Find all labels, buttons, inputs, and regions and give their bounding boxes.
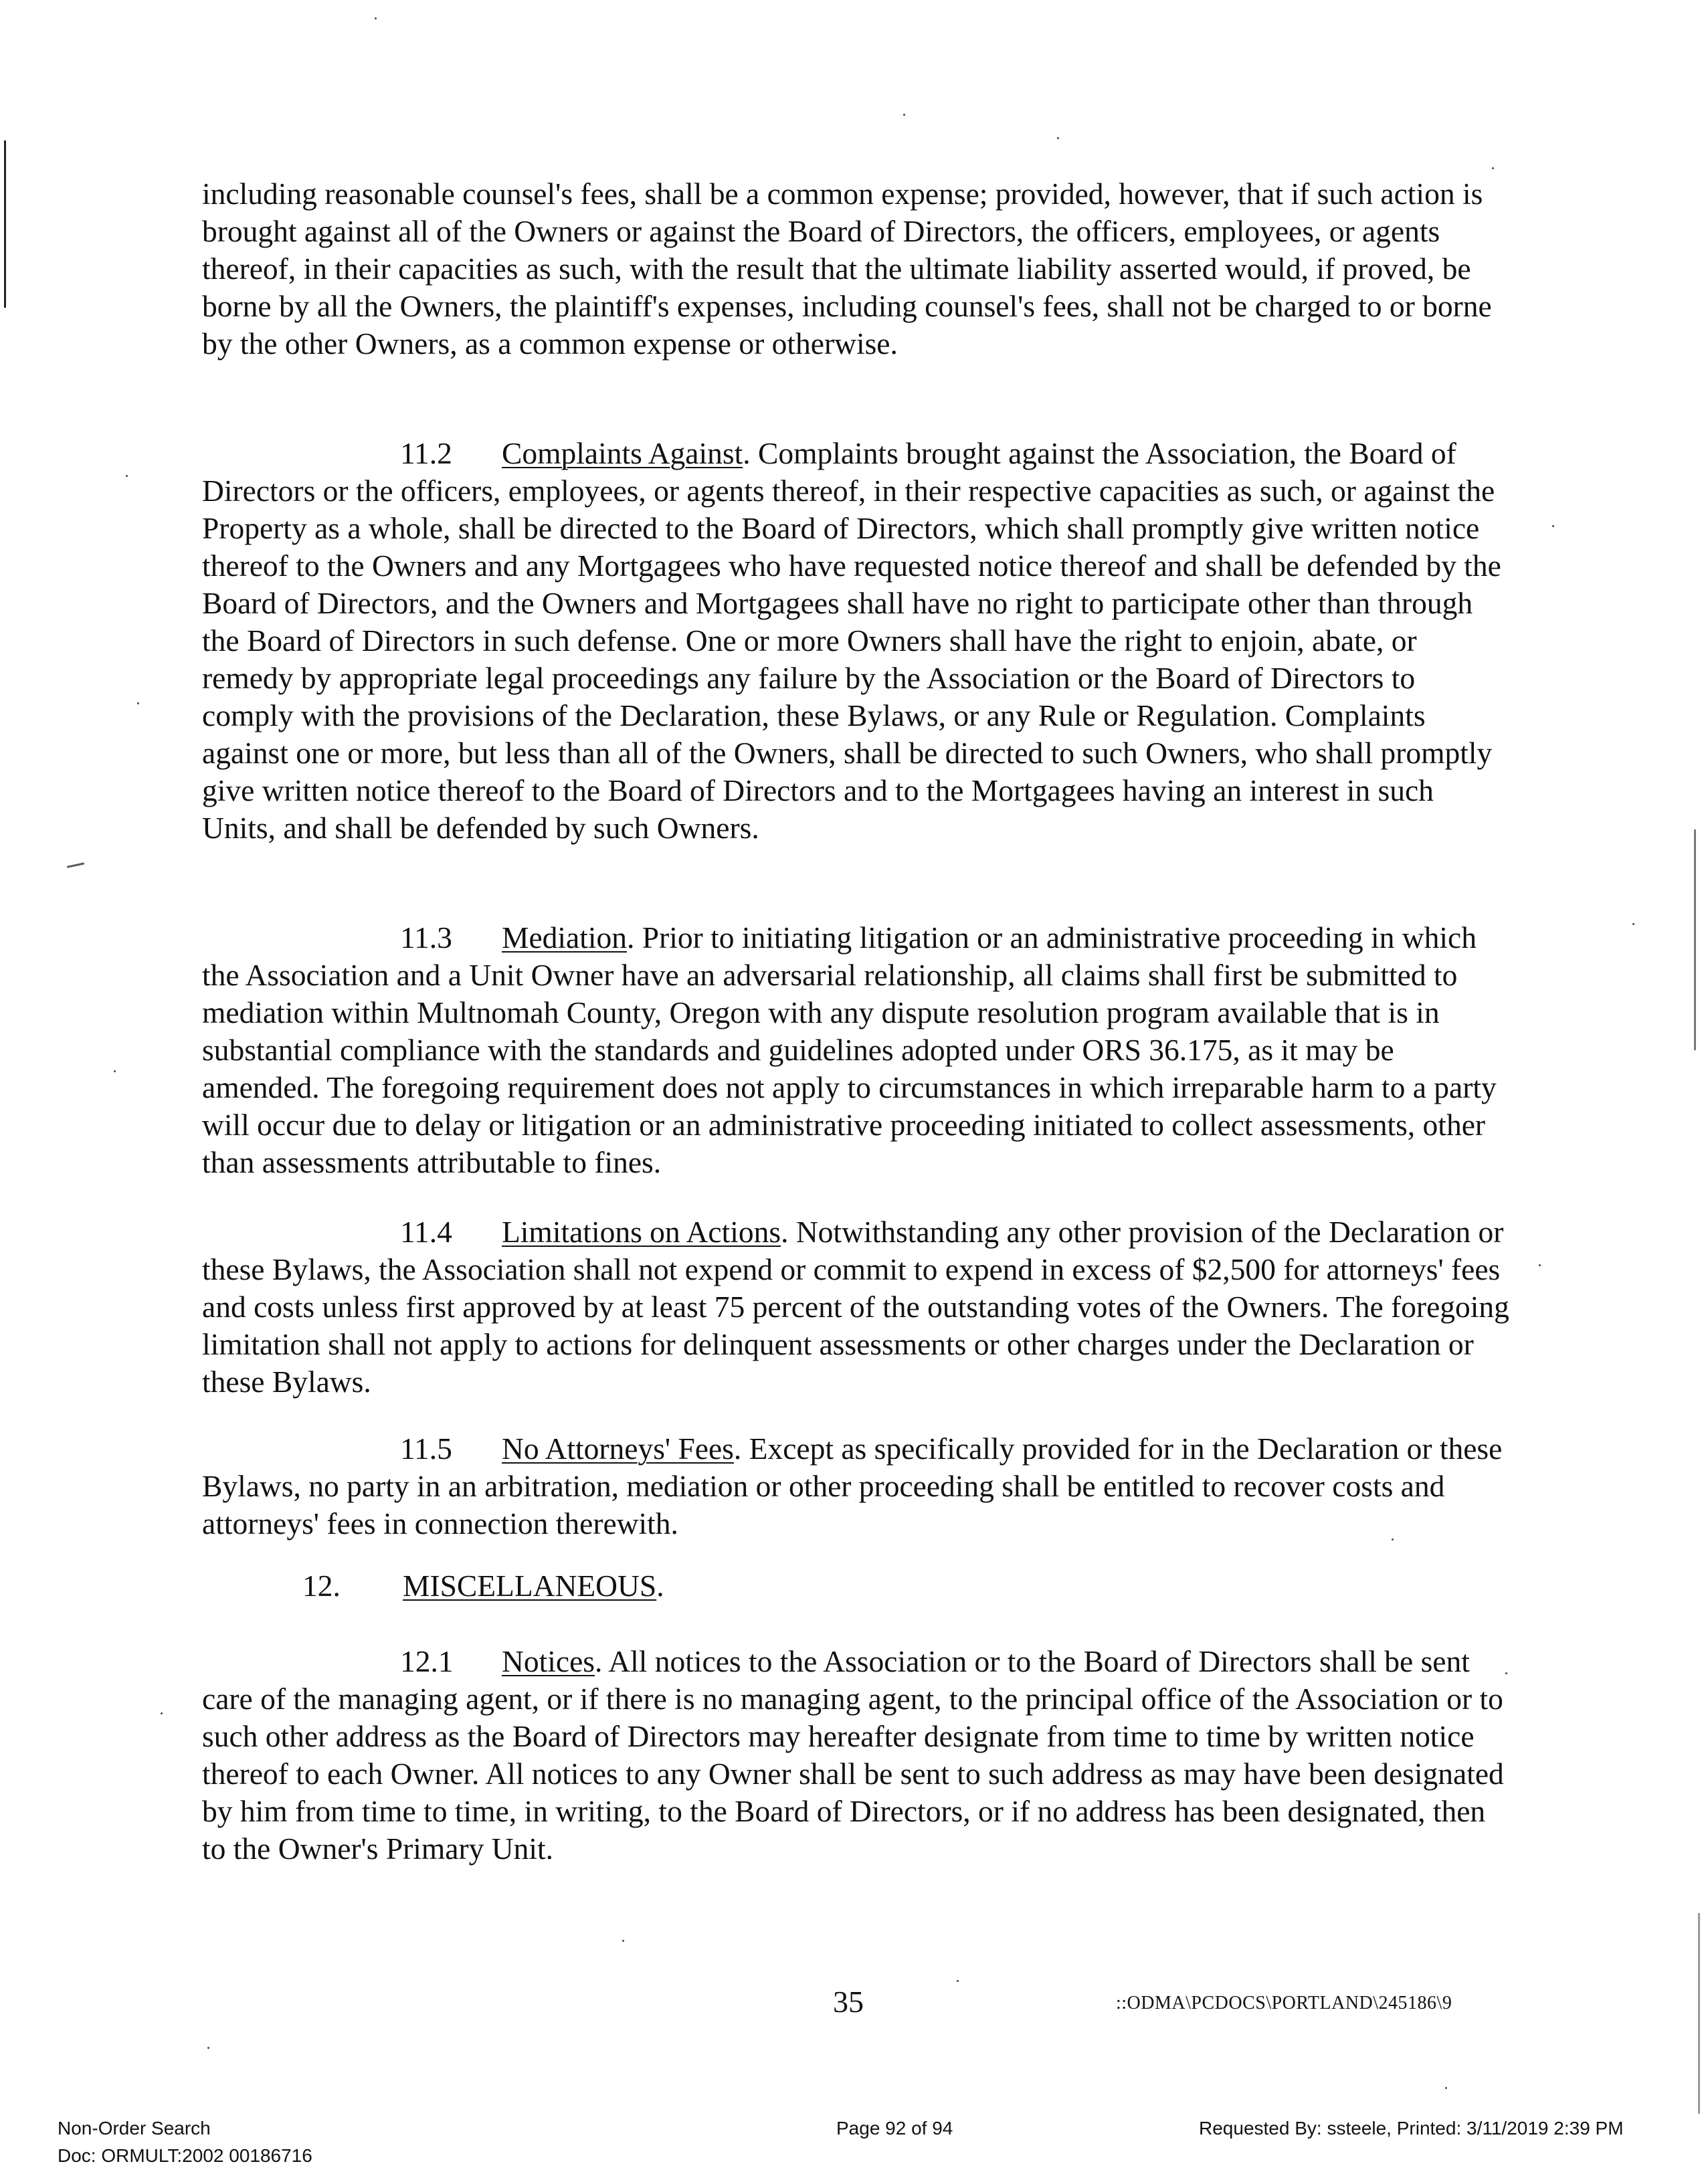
footer-requested-by: Requested By: ssteele, Printed: 3/11/2019 2:39 PM bbox=[1199, 2118, 1624, 2139]
footer-doc-id: Doc: ORMULT:2002 00186716 bbox=[58, 2145, 312, 2166]
footer-search-type: Non-Order Search bbox=[58, 2118, 211, 2139]
section-number: 11.2 bbox=[400, 436, 452, 470]
scan-speck bbox=[1632, 923, 1634, 925]
section-title: Complaints Against bbox=[502, 436, 743, 470]
scan-speck bbox=[114, 1070, 116, 1072]
section-number: 11.4 bbox=[400, 1215, 452, 1249]
document-path: ::ODMA\PCDOCS\PORTLAND\245186\9 bbox=[1116, 1993, 1452, 2013]
section-text: . All notices to the Association or to the Board of Directors shall be sent care of the managing agent, or if there is no managing agent, to the principal office of the Association or to such other address as the Board of Directors may hereafter designate from time to time by written notice thereof to each Owner. All notices to any Owner shall be sent to such address as may have been designated by him from time to time, in writing, to the Board of Directors, or if no address has been designated, then to the Owner's Primary Unit. bbox=[202, 1644, 1504, 1866]
scan-speck bbox=[1552, 525, 1554, 527]
section-11-2 bbox=[202, 435, 1513, 847]
scan-speck bbox=[957, 1980, 959, 1982]
section-12-heading bbox=[302, 1567, 664, 1605]
section-title-trail: . bbox=[656, 1569, 664, 1603]
section-11-3 bbox=[202, 919, 1513, 1181]
scan-edge-mark bbox=[1698, 1913, 1700, 2114]
scan-speck bbox=[1539, 1264, 1541, 1266]
section-title: Notices bbox=[502, 1644, 595, 1678]
section-text: . Complaints brought against the Association, the Board of Directors or the officers, employees, or agents thereof, in their respective capacities as such, or against the Property as a whole, shall be directed to the Board of Directors, which shall promptly give written notice thereof to the Owners and any Mortgagees who have requested notice thereof and shall be defended by the Board of Directors, and the Owners and Mortgagees shall have no right to participate other than through the Board of Directors in such defense. One or more Owners shall have the right to enjoin, abate, or remedy by appropriate legal proceedings any failure by the Association or the Board of Directors to comply with the provisions of the Declaration, these Bylaws, or any Rule or Regulation. Complaints against one or more, but less than all of the Owners, shall be directed to such Owners, who shall promptly give written notice thereof to the Board of Directors and to the Mortgagees having an interest in such Units, and shall be defended by such Owners. bbox=[202, 436, 1501, 845]
scan-edge-mark bbox=[4, 140, 6, 308]
section-title: No Attorneys' Fees bbox=[502, 1431, 734, 1466]
section-11-4 bbox=[202, 1213, 1513, 1401]
section-text: . Notwithstanding any other provision of the Declaration or these Bylaws, the Association shall not expend or commit to expend in excess of $2,500 for attorneys' fees and costs unless first approved by at least 75 percent of the outstanding votes of the Owners. The foregoing limitation shall not apply to actions for delinquent assessments or other charges under the Declaration or these Bylaws. bbox=[202, 1215, 1509, 1399]
section-title: Limitations on Actions bbox=[502, 1215, 781, 1249]
scan-speck bbox=[1445, 2087, 1447, 2089]
scan-speck bbox=[1492, 167, 1494, 169]
section-text: . Prior to initiating litigation or an administrative proceeding in which the Association and a Unit Owner have an adversarial relationship, all claims shall first be submitted to mediation within Multnomah County, Oregon with any dispute resolution program available that is in substantial compliance with the standards and guidelines adopted under ORS 36.175, as it may be amended. The foregoing requirement does not apply to circumstances in which irreparable harm to a party will occur due to delay or litigation or an administrative proceeding initiated to collect assessments, other than assessments attributable to fines. bbox=[202, 920, 1497, 1179]
footer-page-count: Page 92 of 94 bbox=[836, 2118, 953, 2139]
section-number: 12. bbox=[302, 1569, 341, 1603]
scan-speck bbox=[126, 475, 128, 477]
section-12-1 bbox=[202, 1643, 1513, 1868]
section-title: Mediation bbox=[502, 920, 628, 955]
scan-speck bbox=[161, 1712, 163, 1714]
scan-speck bbox=[1057, 137, 1059, 139]
scan-dash-mark bbox=[67, 862, 84, 868]
scan-speck bbox=[207, 2047, 209, 2049]
paragraph-text: including reasonable counsel's fees, shall be a common expense; provided, however, that if such action is brought against all of the Owners or against the Board of Directors, the officers, employees, or agents thereof, in their capacities as such, with the result that the ultimate liability asserted would, if proved, be borne by all the Owners, the plaintiff's expenses, including counsel's fees, shall not be charged to or borne by the other Owners, as a common expense or otherwise. bbox=[202, 177, 1492, 361]
scan-speck bbox=[622, 1940, 624, 1942]
scan-edge-mark bbox=[1694, 829, 1696, 1050]
scan-speck bbox=[375, 17, 377, 19]
scan-speck bbox=[903, 114, 905, 116]
section-number: 12.1 bbox=[400, 1644, 454, 1678]
section-11-5 bbox=[202, 1430, 1513, 1543]
scan-speck bbox=[137, 702, 139, 704]
section-number: 11.3 bbox=[400, 920, 452, 955]
section-text: . Except as specifically provided for in the Declaration or these Bylaws, no party in an arbitration, mediation or other proceeding shall be entitled to recover costs and attorneys' fees in connection therewith. bbox=[202, 1431, 1503, 1541]
section-number: 11.5 bbox=[400, 1431, 452, 1466]
continuation-paragraph bbox=[202, 175, 1513, 363]
section-title: MISCELLANEOUS bbox=[403, 1569, 657, 1603]
page-number: 35 bbox=[833, 1985, 864, 2019]
